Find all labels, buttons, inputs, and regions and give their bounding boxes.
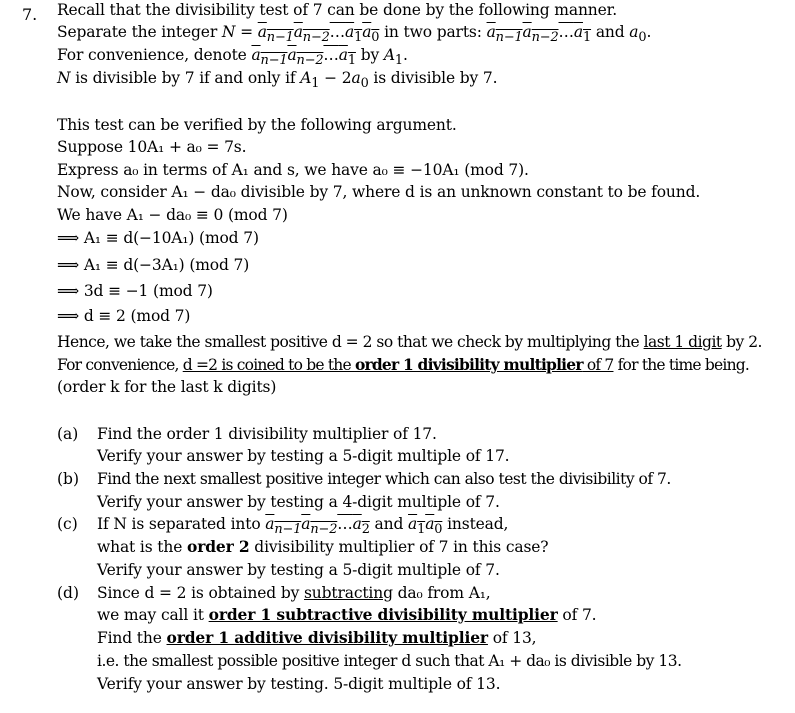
problem-number: 7. <box>22 5 38 24</box>
part-d-line-5: Verify your answer by testing. 5-digit multiple of 13. <box>97 675 501 693</box>
part-d-line-4: i.e. the smallest possible positive integer d such that A₁ + da₀ is divisible by 13. <box>97 652 682 670</box>
argument-line-4: Now, consider A₁ − da₀ divisible by 7, where d is an unknown constant to be found. <box>57 183 701 201</box>
argument-line-6: ⟹ A₁ ≡ d(−10A₁) (mod 7) <box>57 229 259 247</box>
part-d-label: (d) <box>57 584 80 602</box>
intro-line-1: Recall that the divisibility test of 7 can be done by the following manner. <box>57 1 617 19</box>
argument-line-7: ⟹ A₁ ≡ d(−3A₁) (mod 7) <box>57 256 250 274</box>
part-c-label: (c) <box>57 515 78 533</box>
argument-line-9: ⟹ d ≡ 2 (mod 7) <box>57 307 191 325</box>
intro-line-4: N is divisible by 7 if and only if $A_1 - 2a_0$ is divisible by 7. <box>57 69 498 92</box>
argument-line-2: Suppose 10A₁ + a₀ = 7s. <box>57 138 247 156</box>
intro-line-3: For convenience, denote $a_{n-1}a_{n-2}\dots a_1$ by $A_1$. <box>57 46 408 69</box>
part-b-label: (b) <box>57 470 80 488</box>
part-c-line-1: If N is separated into $a_{n-1}a_{n-2}\dots a_2$ and $a_1a_0$ instead, <box>97 515 509 538</box>
part-b-line-2: Verify your answer by testing a 4-digit multiple of 7. <box>97 493 500 511</box>
part-a-label: (a) <box>57 425 79 443</box>
intro-line-2: Separate the integer $N = a_{n-1}a_{n-2}\dots a_1a_0$ in two parts: $a_{n-1}a_{n-2}\dots a_1$ and $a_0$. <box>57 23 652 46</box>
argument-line-10: Hence, we take the smallest positive d = 2 so that we check by multiplying the last 1 digit by 2. <box>57 333 762 351</box>
part-b-line-1: Find the next smallest positive integer which can also test the divisibility of 7. <box>97 470 671 488</box>
argument-line-5: We have A₁ − da₀ ≡ 0 (mod 7) <box>57 206 288 224</box>
part-d-line-1: Since d = 2 is obtained by subtracting da₀ from A₁, <box>97 584 491 602</box>
part-d-line-3: Find the order 1 additive divisibility multiplier of 13, <box>97 628 537 647</box>
argument-line-1: This test can be verified by the following argument. <box>57 116 457 134</box>
argument-line-12: (order k for the last k digits) <box>57 378 277 396</box>
part-d-line-2: we may call it order 1 subtractive divisibility multiplier of 7. <box>97 605 597 624</box>
argument-line-8: ⟹ 3d ≡ −1 (mod 7) <box>57 282 213 300</box>
part-a-line-1: Find the order 1 divisibility multiplier of 17. <box>97 425 437 443</box>
argument-line-3: Express a₀ in terms of A₁ and s, we have a₀ ≡ −10A₁ (mod 7). <box>57 161 529 179</box>
argument-line-11: For convenience, d =2 is coined to be the order 1 divisibility multiplier of 7 for the time being. <box>57 355 749 374</box>
part-c-line-2: what is the order 2 divisibility multiplier of 7 in this case? <box>97 537 549 556</box>
part-a-line-2: Verify your answer by testing a 5-digit multiple of 17. <box>97 447 510 465</box>
part-c-line-3: Verify your answer by testing a 5-digit multiple of 7. <box>97 561 500 579</box>
